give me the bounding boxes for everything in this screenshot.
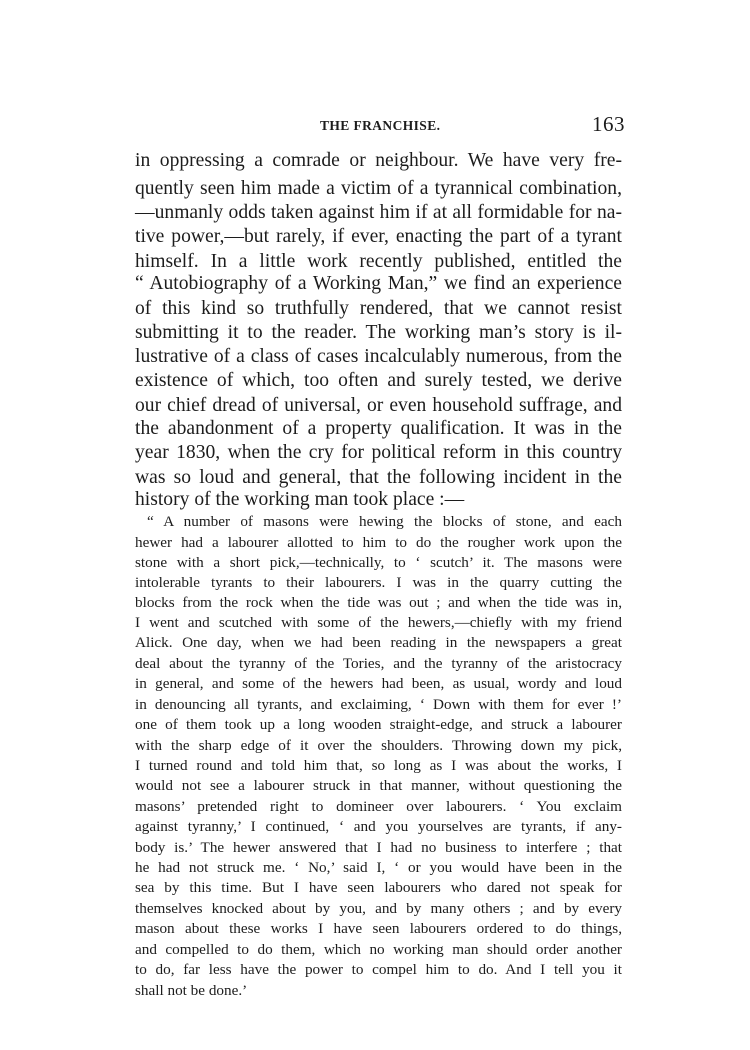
quote-line: to do, far less have the power to compel him to do. And I tell you it [135,961,622,978]
body-line: lustrative of a class of cases incalculably numerous, from the [135,346,622,367]
quote-line: blocks from the rock when the tide was out ; and when the tide was in, [135,594,622,611]
body-line: history of the working man took place :— [135,489,465,510]
quote-line: stone with a short pick,—technically, to ‘ scutch’ it. The masons were [135,554,622,571]
body-line: quently seen him made a victim of a tyrannical combination, [135,178,622,199]
body-line: the abandonment of a property qualification. It was in the [135,418,622,439]
body-line: himself. In a little work recently published, entitled the [135,251,622,272]
quote-line: one of them took up a long wooden straight-edge, and struck a labourer [135,716,622,733]
quote-line: I turned round and told him that, so long as I was about the works, I [135,757,622,774]
body-line: was so loud and general, that the following incident in the [135,467,622,488]
quote-line: Alick. One day, when we had been reading in the newspapers a great [135,634,622,651]
quote-line: deal about the tyranny of the Tories, and the tyranny of the aristocracy [135,655,622,672]
quote-line: in denouncing all tyrants, and exclaiming, ‘ Down with them for ever !’ [135,696,622,713]
quote-line: he had not struck me. ‘ No,’ said I, ‘ or you would have been in the [135,859,622,876]
quote-line: in general, and some of the hewers had been, as usual, wordy and loud [135,675,622,692]
body-line: “ Autobiography of a Working Man,” we find an experience [135,273,622,294]
quote-line: themselves knocked about by you, and by many others ; and by every [135,900,622,917]
body-line: in oppressing a comrade or neighbour. We have very fre- [135,150,622,171]
quote-line: with the sharp edge of it over the shoulders. Throwing down my pick, [135,737,622,754]
quote-line: masons’ pretended right to domineer over labourers. ‘ You exclaim [135,798,622,815]
quote-line: mason about these works I have seen labourers ordered to do things, [135,920,622,937]
quote-line: I went and scutched with some of the hewers,—chiefly with my friend [135,614,622,631]
quote-line: sea by this time. But I have seen labourers who dared not speak for [135,879,622,896]
body-line: —unmanly odds taken against him if at all formidable for na- [135,202,622,223]
body-line: year 1830, when the cry for political reform in this country [135,442,622,463]
quote-line: body is.’ The hewer answered that I had no business to interfere ; that [135,839,622,856]
body-line: tive power,—but rarely, if ever, enacting the part of a tyrant [135,226,622,247]
body-line: submitting it to the reader. The working man’s story is il- [135,322,622,343]
running-title: THE FRANCHISE. [320,118,441,133]
quote-line: “ A number of masons were hewing the blocks of stone, and each [147,513,622,530]
quote-line: intolerable tyrants to their labourers. I was in the quarry cutting the [135,574,622,591]
running-head [135,112,625,142]
page-number: 163 [592,112,625,136]
quote-line: and compelled to do them, which no working man should order another [135,941,622,958]
quote-line: hewer had a labourer allotted to him to do the rougher work upon the [135,534,622,551]
body-line: our chief dread of universal, or even household suffrage, and [135,395,622,416]
quote-line: would not see a labourer struck in that manner, without questioning the [135,777,622,794]
quote-line: against tyranny,’ I continued, ‘ and you yourselves are tyrants, if any- [135,818,622,835]
body-line: existence of which, too often and surely tested, we derive [135,370,622,391]
quote-line: shall not be done.’ [135,982,248,999]
body-line: of this kind so truthfully rendered, that we cannot resist [135,298,622,319]
